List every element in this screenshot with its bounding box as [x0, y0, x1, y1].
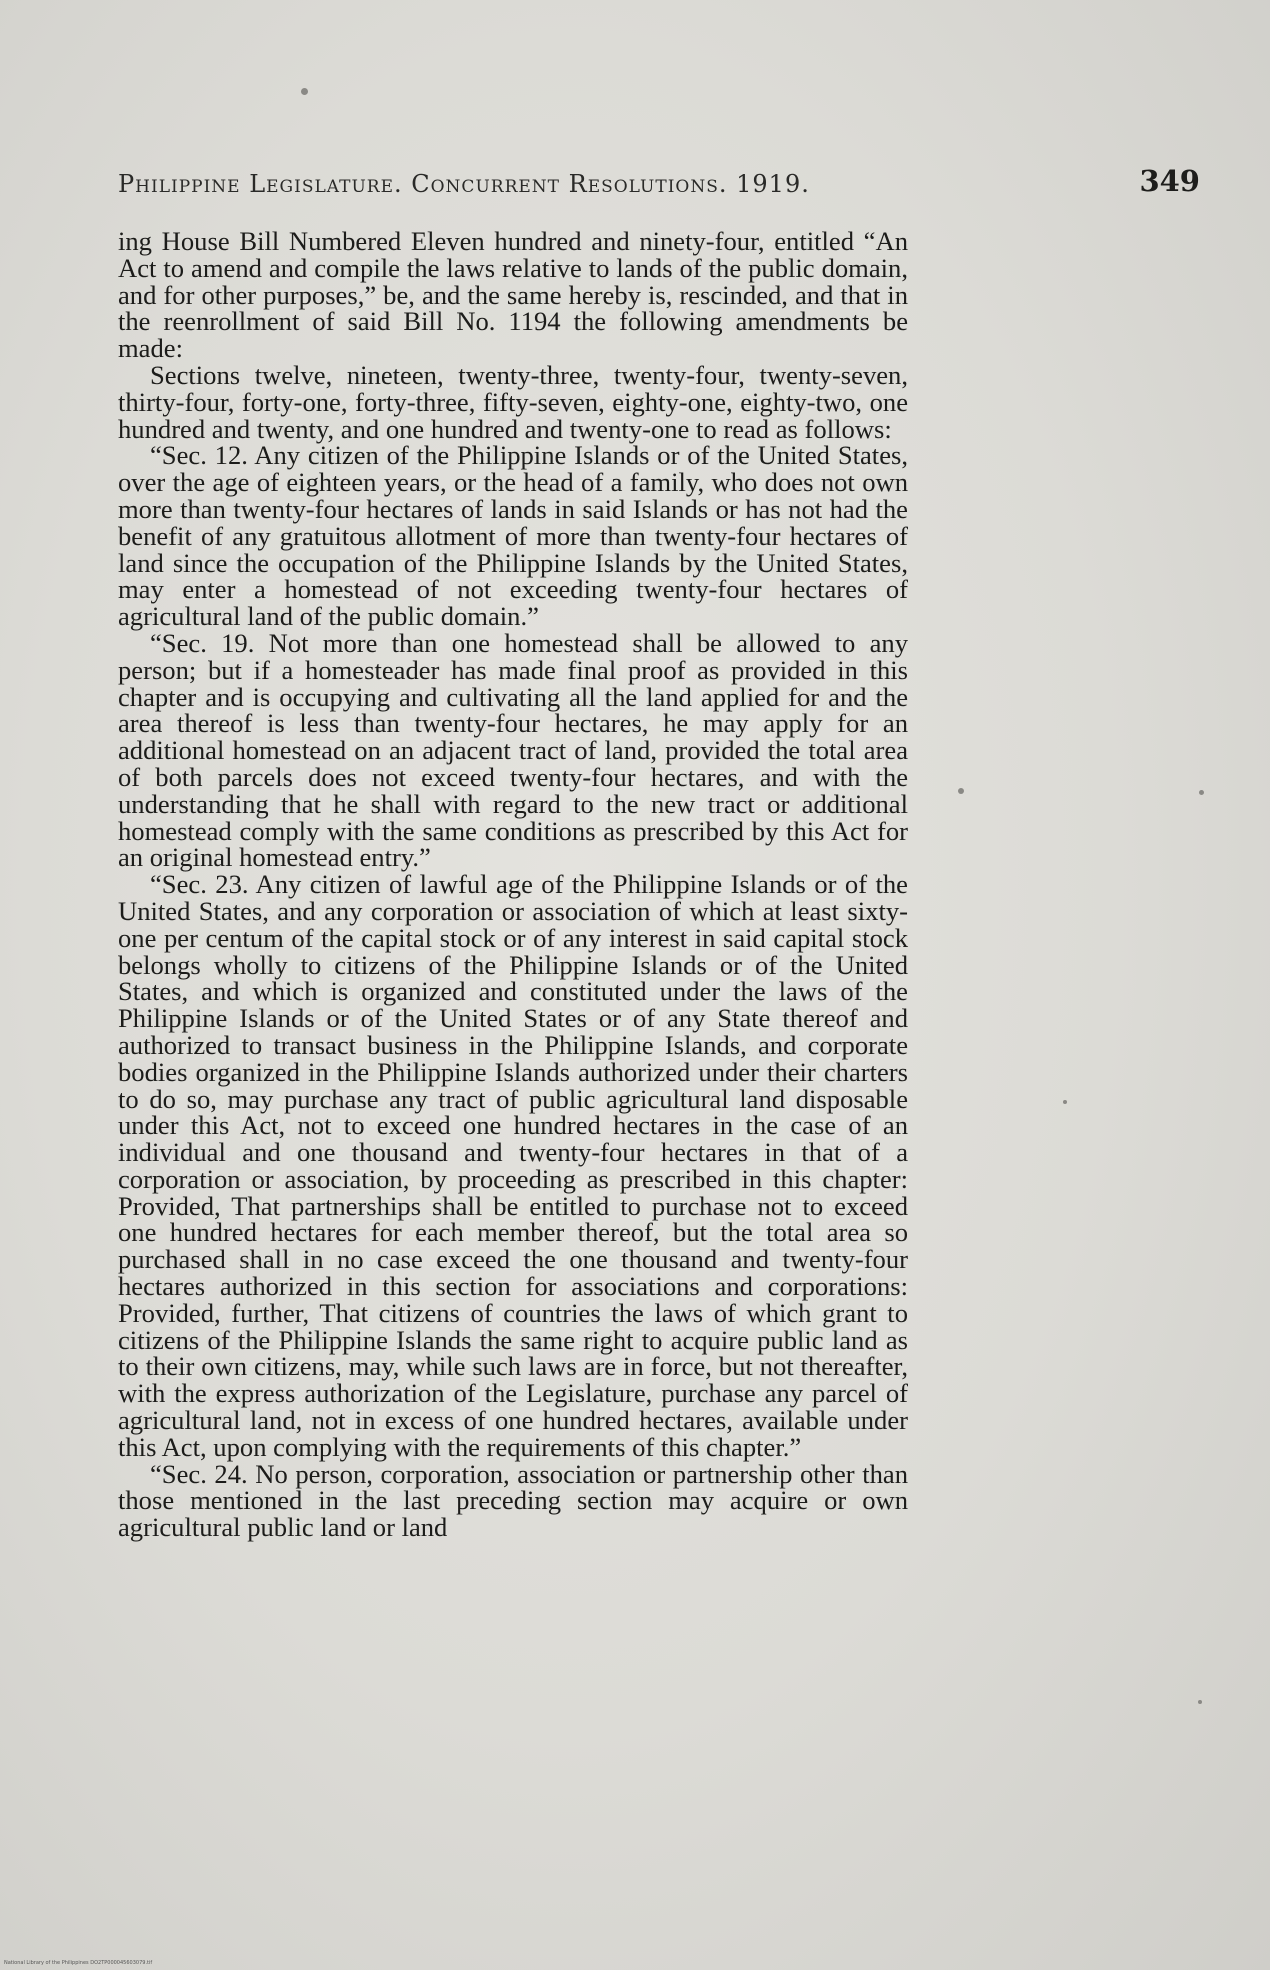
paragraph-sec-19: “Sec. 19. Not more than one homestead shall be allowed to any person; but if a homesteader has made final proof as provided in this chapter and is occupying and cultivating all the land applied for and the area thereof is less than twenty-four hectares, he may apply for an additional homestead on an adjacent tract of land, provided the total area of both parcels does not exceed twenty-four hectares, and with the understanding that he shall with regard to the new tract or additional homestead comply with the same conditions as prescribed by this Act for an original homestead entry.”	[118, 627, 908, 873]
print-speck	[958, 788, 964, 794]
paragraph-sec-12: “Sec. 12. Any citizen of the Philippine Islands or of the United States, over the age of eighteen years, or the head of a family, who does not own more than twenty-four hectares of lands in said Islands or has not had the benefit of any gratuitous allotment of more than twenty-four hectares of land since the occupation of the Philippine Islands by the United States, may enter a homestead of not exceeding twenty-four hectares of agricultural land of the public domain.”	[118, 440, 908, 632]
print-speck	[1199, 790, 1204, 795]
print-speck	[301, 88, 308, 95]
scan-credit: National Library of the Philippines DO2TP000045603079.tif	[4, 1960, 153, 1966]
print-speck	[1198, 1700, 1202, 1704]
page-number: 349	[1139, 164, 1200, 198]
paragraph-sec-24: “Sec. 24. No person, corporation, association or partnership other than those mentioned in the last preceding section may acquire or own agricultural public land or land	[118, 1458, 908, 1543]
paragraph-sec-23: “Sec. 23. Any citizen of lawful age of the Philippine Islands or of the United States, and any corporation or association of which at least sixty-one per centum of the capital stock or of any interest in said capital stock belongs wholly to citizens of the Philippine Islands or of the United States, and which is organized and constituted under the laws of the Philippine Islands or of the United States or of any State thereof and authorized to transact business in the Philippine Islands, and corporate bodies organized in the Philippine Islands authorized under their charters to do so, may purchase any tract of public agricultural land disposable under this Act, not to exceed one hundred hectares in the case of an individual and one thousand and twenty-four hectares in that of a corporation or association, by proceeding as prescribed in this chapter: Provided, That partnerships shall be entitled to purchase not to exceed one hundred hectares for each member thereof, but the total area so purchased shall in no case exceed the one thousand and twenty-four hectares authorized in this section for associations and corporations: Provided, further, That citizens of countries the laws of which grant to citizens of the Philippine Islands the same right to acquire public land as to their own citizens, may, while such laws are in force, but not thereafter, with the express authorization of the Legislature, purchase any parcel of agricultural land, not in excess of one hundred hectares, available under this Act, upon complying with the requirements of this chapter.”	[118, 869, 908, 1462]
paragraph-continuation: ing House Bill Numbered Eleven hundred and ninety-four, entitled “An Act to amend and compile the laws relative to lands of the public domain, and for other purposes,” be, and the same hereby is, rescinded, and that in the reenrollment of said Bill No. 1194 the following amendments be made:	[118, 226, 908, 364]
paragraph-sections-list: Sections twelve, nineteen, twenty-three, twenty-four, twenty-seven, thirty-four, forty-one, forty-three, fifty-seven, eighty-one, eighty-two, one hundred and twenty, and one hundred and twenty-one to read as follows:	[118, 359, 908, 444]
print-speck	[1063, 1100, 1067, 1104]
header-title: Philippine Legislature. Concurrent Resolutions. 1919.	[118, 170, 810, 198]
running-header	[118, 164, 1208, 206]
body-text	[118, 228, 908, 1541]
